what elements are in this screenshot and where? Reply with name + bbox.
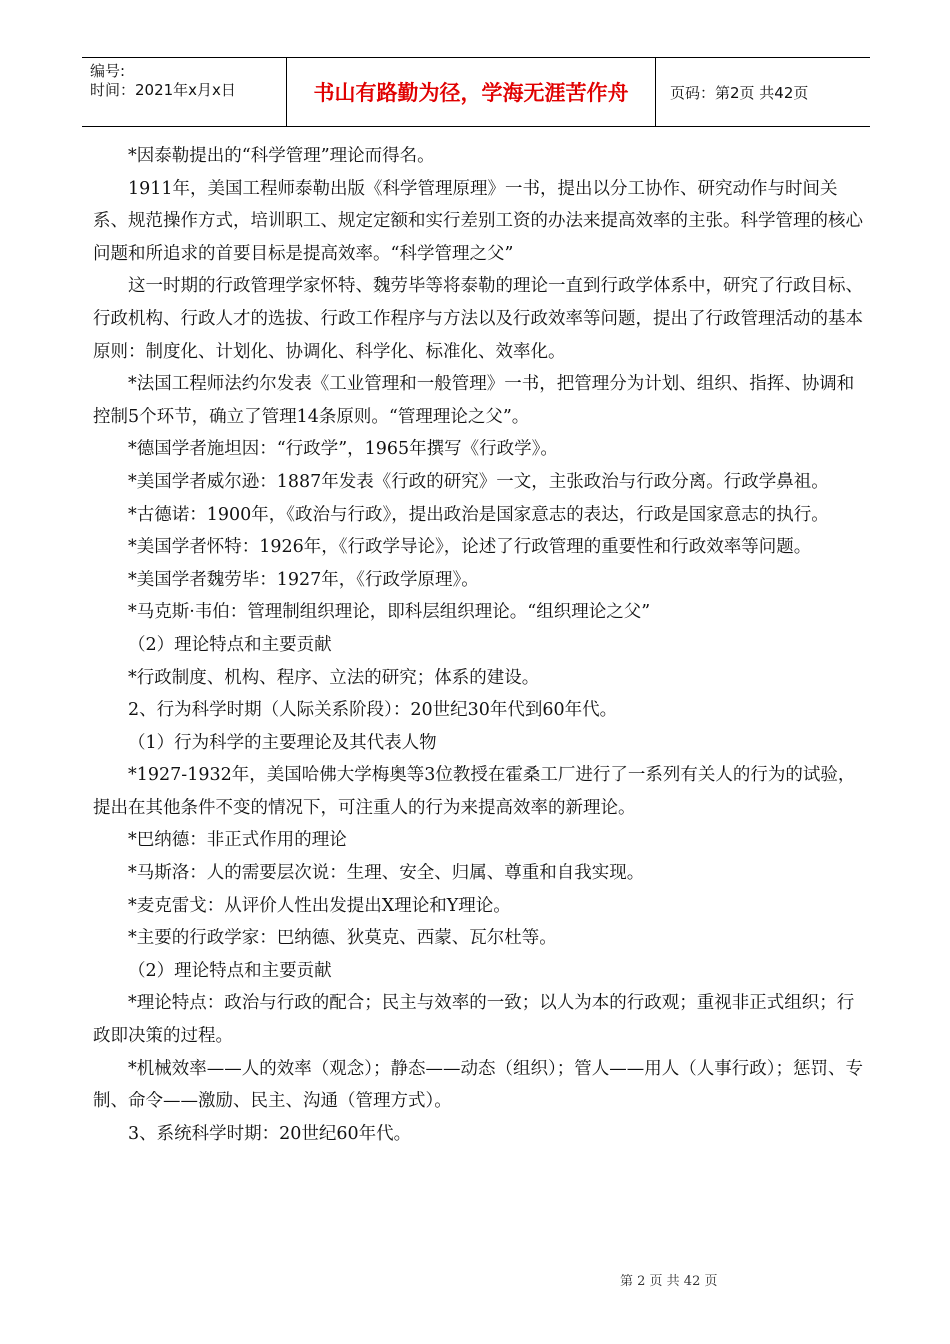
paragraph: *美国学者威尔逊：1887年发表《行政的研究》一文，主张政治与行政分离。行政学鼻祖。: [128, 471, 829, 492]
paragraph: *行政制度、机构、程序、立法的研究；体系的建设。: [128, 667, 540, 688]
section-heading: 3、系统科学时期：20世纪60年代。: [128, 1123, 412, 1144]
number-label: 编号:: [90, 62, 126, 80]
header-info: [82, 58, 286, 126]
paragraph: 1911年，美国工程师泰勒出版《科学管理原理》一书，提出以分工协作、研究动作与时间关系、规范操作方式，培训职工、规定定额和实行差别工资的办法来提高效率的主张。科学管理的核心问题和所追求的首要目标是提高效率。“科学管理之父”: [93, 178, 863, 264]
paragraph: *马克斯·韦伯：管理制组织理论，即科层组织理论。“组织理论之父”: [128, 602, 651, 623]
paragraph: *理论特点：政治与行政的配合；民主与效率的一致；以人为本的行政观；重视非正式组织；行政即决策的过程。: [93, 993, 855, 1047]
paragraph: *美国学者魏劳毕：1927年，《行政学原理》。: [128, 569, 479, 590]
header-page-label: 页码：第2页 共42页: [670, 83, 809, 102]
paragraph: *德国学者施坦因：“行政学”，1965年撰写《行政学》。: [128, 439, 558, 460]
document-body: [93, 140, 863, 1150]
page-header: [82, 57, 870, 127]
paragraph: 这一时期的行政管理学家怀特、魏劳毕等将泰勒的理论一直到行政学体系中，研究了行政目标、行政机构、行政人才的选拔、行政工作程序与方法以及行政效率等问题，提出了行政管理活动的基本原则：制度化、计划化、协调化、科学化、标准化、效率化。: [93, 276, 863, 362]
paragraph: *法国工程师法约尔发表《工业管理和一般管理》一书，把管理分为计划、组织、指挥、协调和控制5个环节，确立了管理14条原则。“管理理论之父”。: [93, 374, 855, 427]
header-motto: 书山有路勤为径，学海无涯苦作舟: [286, 58, 656, 126]
paragraph: *马斯洛：人的需要层次说：生理、安全、归属、尊重和自我实现。: [128, 863, 645, 884]
paragraph: *美国学者怀特：1926年，《行政学导论》，论述了行政管理的重要性和行政效率等问题。: [128, 537, 812, 558]
time-label: 时间：2021年x月x日: [90, 81, 236, 99]
paragraph: *巴纳德：非正式作用的理论: [128, 830, 347, 851]
paragraph: *麦克雷戈：从评价人性出发提出X理论和Y理论。: [128, 895, 511, 916]
section-heading: （1）行为科学的主要理论及其代表人物: [128, 732, 437, 753]
section-heading: 2、行为科学时期（人际关系阶段）：20世纪30年代到60年代。: [128, 700, 618, 721]
section-heading: （2）理论特点和主要贡献: [128, 960, 332, 981]
paragraph: *机械效率——人的效率（观念）；静态——动态（组织）；管人——用人（人事行政）；惩罚、专制、命令——激励、民主、沟通（管理方式）。: [93, 1058, 863, 1112]
section-heading: （2）理论特点和主要贡献: [128, 634, 332, 655]
paragraph: *主要的行政学家：巴纳德、狄莫克、西蒙、瓦尔杜等。: [128, 928, 557, 949]
paragraph: *1927-1932年，美国哈佛大学梅奥等3位教授在霍桑工厂进行了一系列有关人的行为的试验，提出在其他条件不变的情况下，可注重人的行为来提高效率的新理论。: [93, 765, 856, 818]
paragraph: *因泰勒提出的“科学管理”理论而得名。: [128, 146, 435, 166]
page-footer: 第 2 页 共 42 页: [620, 1274, 718, 1289]
paragraph: *古德诺：1900年，《政治与行政》，提出政治是国家意志的表达，行政是国家意志的执行。: [128, 504, 829, 525]
